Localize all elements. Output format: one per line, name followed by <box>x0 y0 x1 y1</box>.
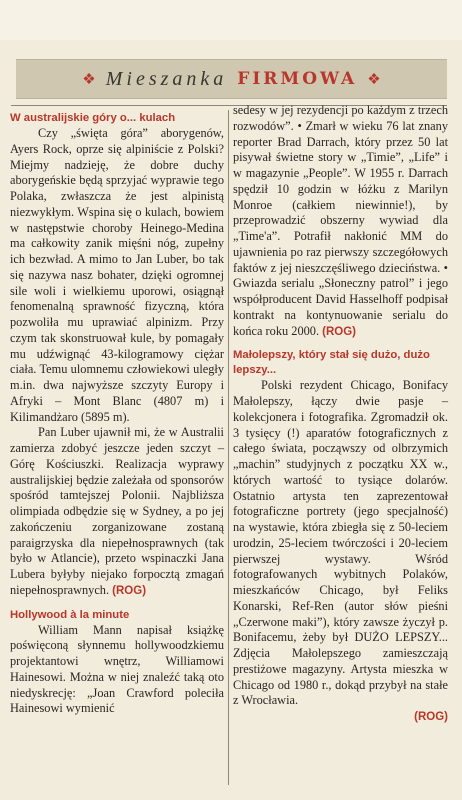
article-title-malolepszy: Małolepszy, który stał się dużo, dużo lepszy... <box>233 349 430 377</box>
article-signature: (ROG) <box>322 325 356 338</box>
article-signature: (ROG) <box>112 584 147 597</box>
article-hollywood-paragraph-1: William Mann napisał książkę poświęconą słynnemu hollywoodzkiemu projektantowi wnętrz, Williamowi Hainesowi. Można w niej znaleźć taką oto niedyskrecję: „Joan Crawford poleciła Hainesowi wymienić <box>10 622 224 716</box>
article-title-gory: W australijskie góry o... kulach <box>10 112 176 124</box>
banner-title-bold: FIRMOWA <box>237 69 358 89</box>
section-banner <box>16 59 447 99</box>
left-column <box>10 111 224 790</box>
top-margin <box>0 0 462 40</box>
article-gory-paragraph-2: Pan Luber ujawnił mi, że w Australii zamierza zdobyć jeszcze jeden szczyt – Górę Kościuszki. Realizacja wyprawy australijskiej będzie zależała od sponsorów spośród tamtejszej Polonii. Najbliższa olimpiada odbędzie się w Sydney, a po jej zakończeniu zorganizowane zostaną paraigrzyska dla niepełnosprawnych (tak było w Atlancie), przeto wspinaczki Jana Lubera byłyby niejako forpocztą zmagań niepełnosprawnych. (ROG) <box>10 425 224 597</box>
right-column <box>233 103 448 790</box>
article-title-hollywood: Hollywood à la minute <box>10 608 130 621</box>
article-gory-paragraph-1: Czy „święta góra” aborygenów, Ayers Rock, oprze się alpiniście z Polski? Miejmy nadzieję, że dobre duchy aborygeńskie będą sprzyjać wyprawie tego Polaka, zwłaszcza że jest alpinistą niezwykłym. Wspina się o kulach, bowiem w następstwie choroby Heinego-Medina ma całkowity zanik mięśni nóg, zupełny ich bezwład. A mimo to Jan Luber, bo tak się nazywa nasz bohater, dzięki ogromnej sile woli i wielkiemu uporowi, osiągnął fenomenalną sprawność fizyczną, która pozwoliła mu uprawiać alpinizm. Przy czym tak skonstruował kule, by pomagały mu udźwignąć 43-kilogramowy ciężar ciała. Temu ulomnemu człowiekowi uległy m.in. dwa najwyższe szczyty Europy i Afryki – Mont Blanc (4807 m) i Kilimandżaro (5895 m). <box>10 126 224 424</box>
banner-title-light: Mieszanka <box>105 67 228 90</box>
article-malolepszy-paragraph-1: Polski rezydent Chicago, Bonifacy Małolepszy, łączy dwie pasje – kolekcjonera i fotografika. Zgromadził ok. 3 tysięcy (!) aparatów fotograficznych z całego świata, począwszy od olbrzymich „machin” studyjnych z początku XX w., których wartość to tysiące dolarów. Ostatnio artysta ten zaprezentował fotograficzne portrety (jego specjalność) na wystawie, która zbiegła się z 50-leciem urodzin, 25-leciem twórczości i 20-leciem pierwszej wystawy. Wśród fotografowanych wybitnych Polaków, mieszkańców Chicago, był Feliks Konarski, Ref-Ren (autor słów pieśni „Czerwone maki”), który zawsze życzył p. Bonifacemu, żeby był DUŻO LEPSZY... Zdjęcia Małolepszego zamieszczają prestiżowe magazyny. Artysta mieszka w Chicago od 1980 r., dokąd przybył na stałe z Wrocławia. <box>233 378 448 708</box>
diamond-ornament-icon: ❖ <box>367 69 381 88</box>
diamond-ornament-icon: ❖ <box>82 69 96 88</box>
article-hollywood-paragraph-2: sedesy w jej rezydencji po każdym z trzech rozwodów”. • Zmarł w wieku 76 lat znany reporter Brad Darrach, który przez 50 lat pisywał świetne story w „Timie”, „Life” i w magazynie „People”. W 1955 r. Darrach spędził 10 godzin w łóżku z Marilyn Monroe (całkiem niewinnie!), by przeprowadzić obszerny wywiad dla „Time'a”. Potrafił nakłonić MM do ujawnienia po raz pierwszy szczegółowych faktów z jej nieszczęśliwego dzieciństwa. • Gwiazda serialu „Słoneczny patrol” i jego współproducent David Hasselhoff podpisał kontrakt na kontynuowanie serialu do końca roku 2000. (ROG) <box>233 103 448 338</box>
article-signature: (ROG) <box>414 711 448 723</box>
article-signature-row <box>233 709 448 726</box>
column-divider <box>228 110 229 785</box>
